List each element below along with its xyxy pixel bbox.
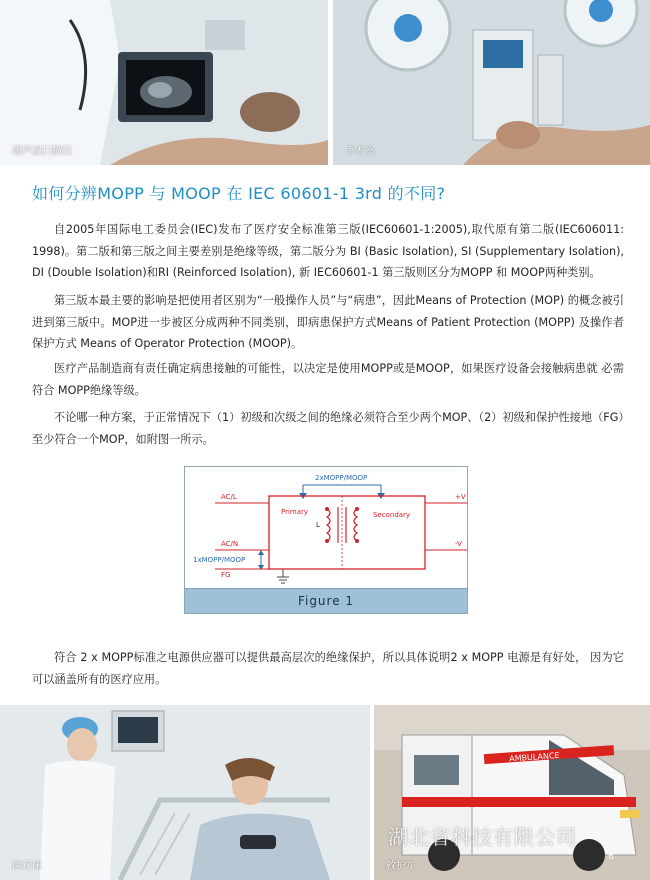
article-title: 如何分辨MOPP 与 MOOP 在 IEC 60601-1 3rd 的不同?	[32, 184, 446, 203]
ultrasound-caption: 超声波扫描仪	[12, 146, 72, 157]
page-number: 6	[608, 852, 614, 862]
operating-room-scene	[333, 0, 650, 165]
paragraph-2: 第三版本最主要的影响是把使用者区别为“一般操作人员”与“病患”，因此Means of Protection (MOP) 的概念被引进到第三版中。MOP进一步被区分成两种不同类别，即病患保护方式Means of Patient Protection (MOPP) 及操作者保护方式 Means of Operator Protection (MOOP)。	[32, 294, 624, 350]
paragraph-4: 不论哪一种方案，于正常情况下（1）初级和次级之间的绝缘必须符合至少两个MOP、（2）初级和保护性接地（FG）至少符合一个MOP，如附图一所示。	[32, 411, 624, 446]
ultrasound-scene	[0, 0, 328, 165]
medical-bed-caption: 医疗床	[12, 861, 42, 872]
minus-v-label: -V	[455, 540, 462, 548]
medical-bed-scene	[0, 705, 370, 880]
top-mopp-label: 2xMOPP/MOOP	[315, 474, 368, 482]
ac-n-label: AC/N	[221, 540, 239, 548]
watermark-text: 湖北省科技有限公司	[388, 825, 577, 849]
medical-bed-photo	[0, 705, 370, 880]
ultrasound-photo	[0, 0, 328, 165]
operating-room-caption: 手术室	[345, 146, 375, 157]
plus-v-label: +V	[455, 493, 466, 501]
paragraph-5: 符合 2 x MOPP标准之电源供应器可以提供最高层次的绝缘保护，所以具体说明2 x MOPP 电源是有好处， 因为它可以涵盖所有的医疗应用。	[32, 651, 624, 686]
side-mopp-label: 1xMOPP/MOOP	[193, 556, 246, 564]
primary-label: Primary	[281, 508, 309, 516]
fg-label: FG	[221, 571, 231, 579]
isolation-diagram	[185, 467, 467, 589]
figure-1	[184, 466, 468, 614]
ambulance-sign: AMBULANCE	[508, 750, 560, 764]
secondary-label: Secondary	[373, 511, 411, 519]
ac-l-label: AC/L	[221, 493, 237, 501]
paragraph-3: 医疗产品制造商有责任确定病患接触的可能性，以决定是使用MOPP或是MOOP，如果医疗设备会接触病患就 必需符合 MOPP绝缘等级。	[32, 362, 624, 397]
ambulance-caption: 救护车	[386, 861, 416, 872]
inductor-label: L	[316, 521, 320, 529]
paragraph-1: 自2005年国际电工委员会(IEC)发布了医疗安全标准第三版(IEC60601-1:2005),取代原有第二版(IEC606011: 1998)。第二版和第三版之间主要差别是绝缘等级，第二版分为 BI (Basic Isolation), SI (Supplementary Isolation), DI (Double Isolation)和RI (Reinforced Isolation), 新 IEC60601-1 第三版则区分为MOPP 和 MOOP两种类别。	[32, 223, 624, 279]
figure-caption-bar	[185, 588, 467, 613]
operating-room-photo	[333, 0, 650, 165]
figure-caption: Figure 1	[297, 594, 355, 608]
